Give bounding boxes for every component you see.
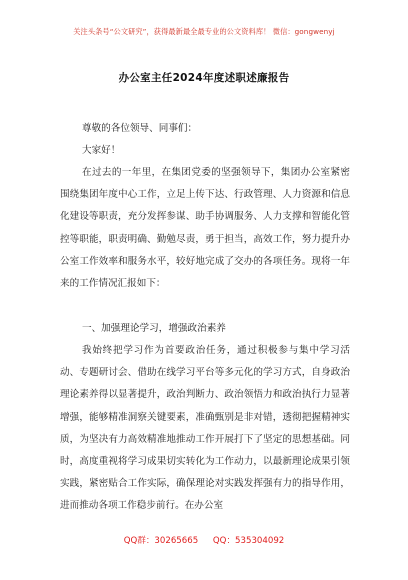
document-title: 办公室主任2024年度述职述廉报告 xyxy=(118,72,290,84)
hello-line: 大家好！ xyxy=(82,145,121,156)
section-heading-1: 一、加强理论学习，增强政治素养 xyxy=(82,323,226,334)
paragraph-study-text: 我始终把学习作为首要政治任务，通过积极参与集中学习活动、专题研讨会、借助在线学习平台等多元化的学习方式，自身政治理论素养得以显著提升，政治判断力、政治领悟力和政治执行力显著增强，能够精准洞察关键要素，准确甄别是非对错，透彻把握精神实质，为坚决有力高效精准地推动工作开展打下了坚定的思想基础。同时，高度重视将学习成果切实转化为工作动力，以最新理论成果引领实践，紧密贴合工作实际，确保理论对实践发挥强有力的指导作用，进而推动各项工作稳步前行。在办公室 xyxy=(60,345,350,512)
paragraph-study xyxy=(60,340,350,518)
footer-qq-group: QQ群：30265665 xyxy=(123,536,199,546)
paragraph-intro-text: 在过去的一年里，在集团党委的坚强领导下，集团办公室紧密围绕集团年度中心工作，立足上传下达、行政管理、人力资源和信息化建设等职责，充分发挥参谋、助手协调服务、人力支撑和智能化管控等职能，职责明确、勤勉尽责，勇于担当，高效工作，努力提升办公室工作效率和服务水平，较好地完成了交办的各项任务。现将一年来的工作情况汇报如下： xyxy=(60,167,350,290)
footer-qq: QQ：535304092 xyxy=(212,536,285,546)
paragraph-intro xyxy=(60,162,350,295)
top-banner: 关注头条号“公文研究”，获得最新最全最专业的公文资料库！ 微信：gongwenyj xyxy=(73,27,335,36)
greeting-line: 尊敬的各位领导、同事们： xyxy=(82,123,198,134)
footer-contact xyxy=(0,534,408,546)
